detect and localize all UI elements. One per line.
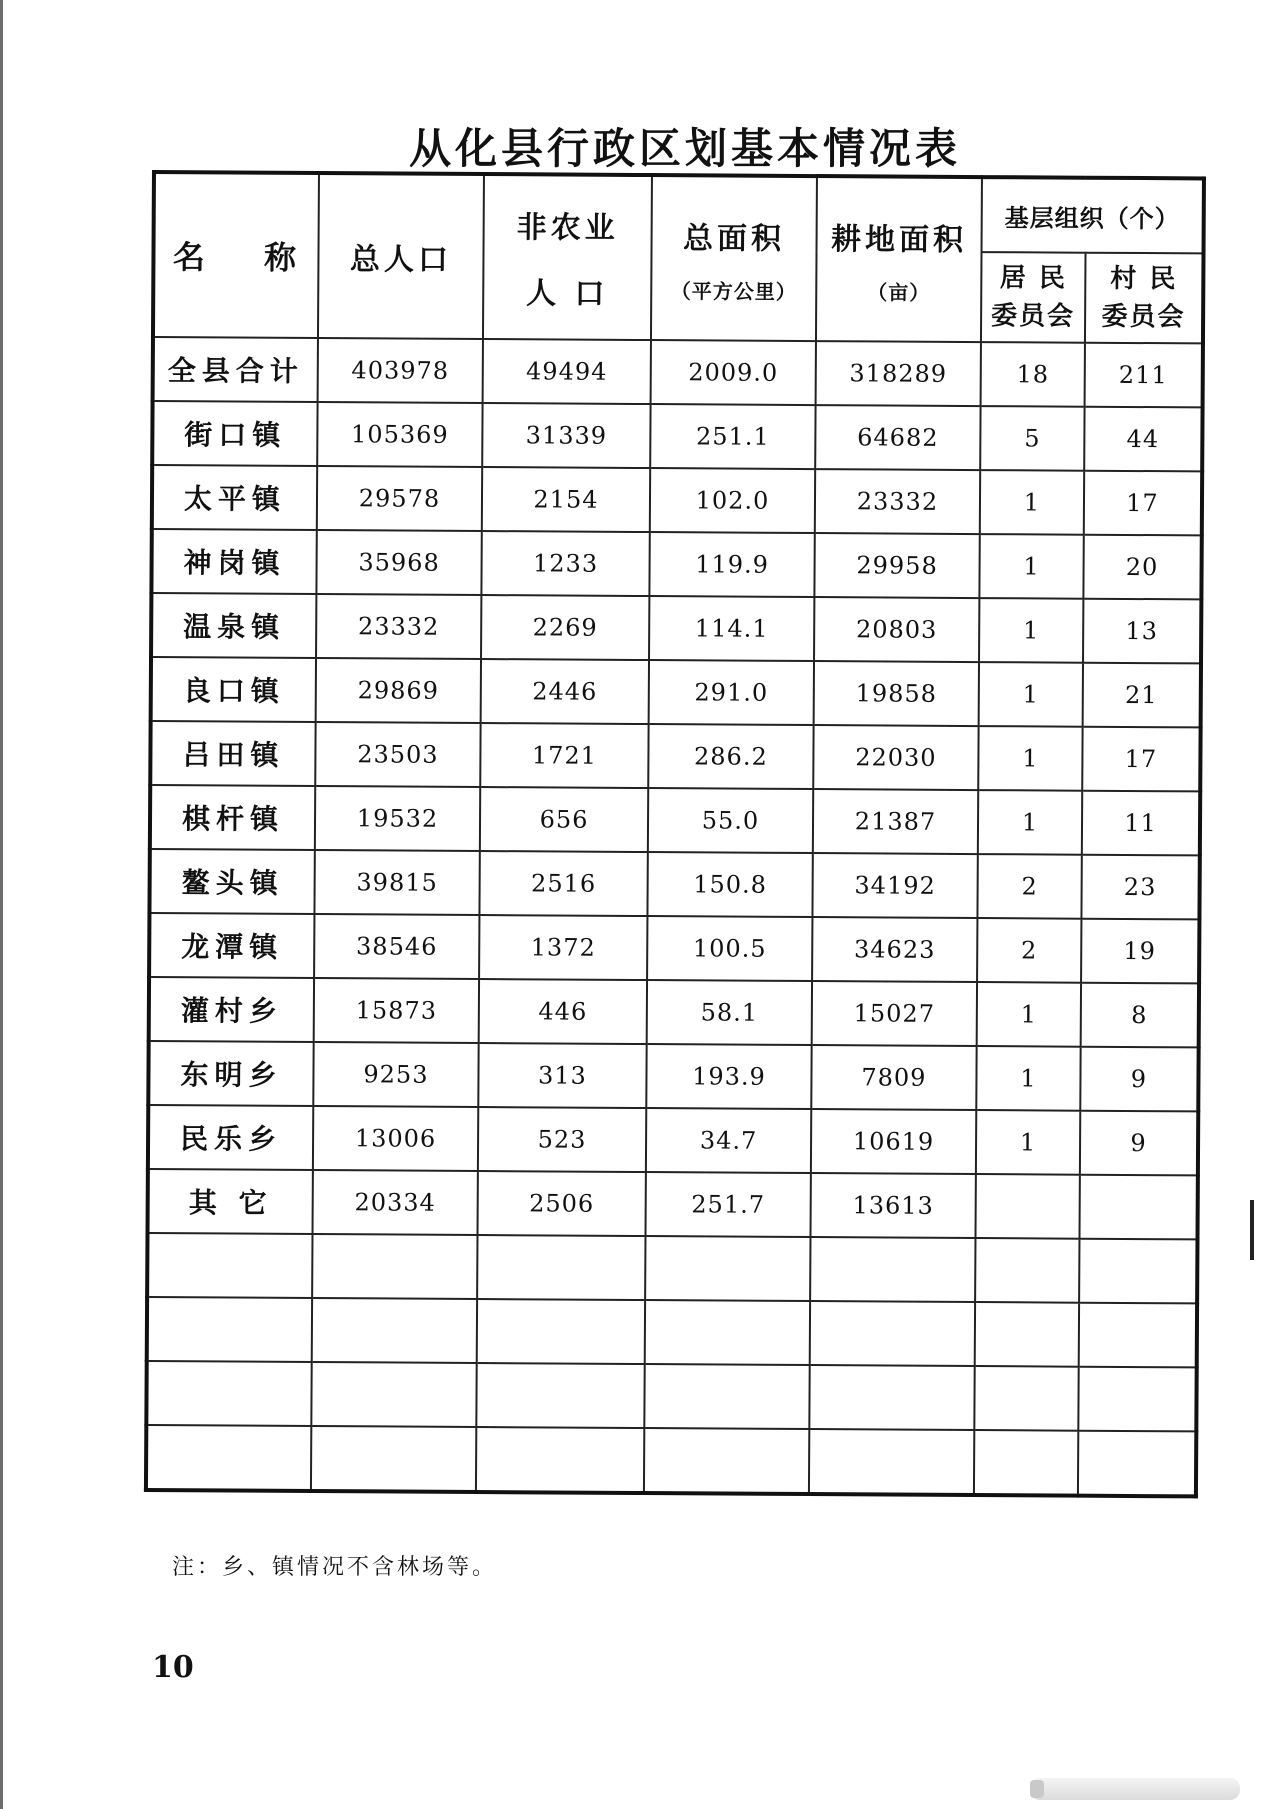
cell-total-population: 20334	[313, 1170, 478, 1235]
admin-division-table	[144, 170, 1206, 1498]
cell-villagers-committee: 11	[1082, 791, 1200, 856]
cell-total-population: 9253	[313, 1042, 478, 1107]
header-area-label: 总面积	[682, 220, 786, 257]
header-residents-committee	[981, 252, 1086, 343]
cell-farmland: 10619	[811, 1109, 976, 1174]
cell-area: 286.2	[648, 724, 813, 789]
cell-area: 100.5	[647, 916, 812, 981]
cell-non-agri-population: 1233	[481, 531, 649, 596]
empty-table-row	[146, 1361, 1196, 1431]
cell-name: 太平镇	[152, 465, 317, 530]
empty-cell	[312, 1298, 477, 1363]
cell-residents-committee: 1	[976, 1046, 1080, 1111]
empty-table-row	[147, 1297, 1197, 1367]
scroll-thumb[interactable]	[1030, 1780, 1044, 1798]
cell-area: 2009.0	[651, 340, 816, 405]
cell-farmland: 15027	[812, 981, 977, 1046]
empty-cell	[1078, 1367, 1196, 1432]
cell-villagers-committee: 44	[1084, 407, 1202, 472]
empty-cell	[810, 1237, 975, 1302]
table-row	[152, 401, 1202, 471]
header-non-agri-line2: 人 口	[525, 276, 609, 312]
empty-cell	[311, 1426, 476, 1492]
cell-name: 街口镇	[152, 401, 317, 466]
cell-area: 58.1	[647, 980, 812, 1045]
cell-name: 温泉镇	[151, 593, 316, 658]
empty-table-row	[146, 1425, 1196, 1496]
header-non-agri-line1: 非农业	[516, 210, 619, 246]
cell-farmland: 22030	[813, 725, 978, 790]
cell-non-agri-population: 656	[480, 787, 648, 852]
empty-cell	[312, 1234, 477, 1299]
header-farmland	[816, 176, 982, 342]
cell-villagers-committee	[1079, 1175, 1197, 1240]
cell-farmland: 318289	[816, 341, 981, 406]
empty-cell	[1078, 1431, 1196, 1497]
cell-total-population: 29869	[316, 658, 481, 723]
empty-cell	[477, 1299, 645, 1364]
cell-name: 神岗镇	[151, 529, 316, 594]
cell-area: 119.9	[649, 532, 814, 597]
empty-cell	[645, 1236, 810, 1301]
cell-area: 55.0	[648, 788, 813, 853]
header-area	[651, 175, 817, 341]
table-row	[148, 1169, 1198, 1239]
cell-villagers-committee: 9	[1080, 1047, 1198, 1112]
cell-residents-committee	[975, 1174, 1079, 1239]
header-non-agri-population	[483, 174, 652, 340]
header-area-unit: （平方公里）	[670, 278, 797, 304]
cell-villagers-committee: 20	[1083, 535, 1201, 600]
empty-cell	[477, 1235, 645, 1300]
cell-residents-committee: 1	[976, 1110, 1080, 1175]
cell-name: 灌村乡	[149, 977, 314, 1042]
empty-cell	[147, 1233, 312, 1298]
cell-residents-committee: 2	[977, 854, 1081, 919]
cell-non-agri-population: 49494	[483, 339, 651, 404]
cell-farmland: 19858	[814, 661, 979, 726]
cell-name: 龙潭镇	[149, 913, 314, 978]
cell-farmland: 29958	[814, 533, 979, 598]
empty-cell	[644, 1428, 809, 1494]
empty-cell	[975, 1302, 1079, 1367]
cell-name: 良口镇	[151, 657, 316, 722]
cell-total-population: 39815	[314, 850, 479, 915]
cell-non-agri-population: 1372	[479, 915, 647, 980]
cell-villagers-committee: 17	[1084, 471, 1202, 536]
table-body	[146, 337, 1203, 1496]
table-row	[149, 849, 1199, 919]
cell-villagers-committee: 23	[1081, 855, 1199, 920]
cell-residents-committee: 1	[979, 534, 1083, 599]
table-container	[144, 170, 1202, 1498]
scan-mark	[1250, 1200, 1254, 1260]
cell-total-population: 105369	[317, 402, 482, 467]
empty-cell	[974, 1366, 1078, 1431]
empty-cell	[1079, 1303, 1197, 1368]
page-number: 10	[152, 1650, 194, 1685]
cell-farmland: 13613	[810, 1173, 975, 1238]
header-villagers-line1: 村 民	[1110, 263, 1178, 295]
cell-total-population: 23332	[316, 594, 481, 659]
empty-cell	[810, 1301, 975, 1366]
cell-name: 全县合计	[153, 337, 318, 402]
cell-non-agri-population: 2516	[479, 851, 647, 916]
cell-non-agri-population: 2154	[482, 467, 650, 532]
header-total-population: 总人口	[318, 173, 484, 339]
cell-non-agri-population: 523	[478, 1107, 646, 1172]
cell-villagers-committee: 211	[1085, 343, 1203, 408]
cell-villagers-committee: 9	[1080, 1111, 1198, 1176]
cell-farmland: 23332	[815, 469, 980, 534]
header-farmland-label: 耕地面积	[830, 221, 968, 258]
cell-villagers-committee: 21	[1083, 663, 1201, 728]
table-row	[152, 465, 1202, 535]
cell-residents-committee: 1	[979, 598, 1083, 663]
empty-table-row	[147, 1233, 1197, 1303]
cell-villagers-committee: 8	[1081, 983, 1199, 1048]
cell-farmland: 34623	[812, 917, 977, 982]
empty-cell	[146, 1361, 311, 1426]
cell-non-agri-population: 313	[478, 1043, 646, 1108]
cell-residents-committee: 2	[977, 918, 1081, 983]
header-residents-line1: 居 民	[999, 263, 1067, 294]
cell-area: 193.9	[646, 1044, 811, 1109]
empty-cell	[476, 1427, 644, 1493]
cell-area: 34.7	[646, 1108, 811, 1173]
cell-total-population: 38546	[314, 914, 479, 979]
table-row	[150, 721, 1200, 791]
header-row-1	[154, 172, 1204, 253]
empty-cell	[146, 1425, 311, 1491]
cell-total-population: 29578	[317, 466, 482, 531]
table-row	[151, 529, 1201, 599]
empty-cell	[809, 1365, 974, 1430]
table-row	[150, 785, 1200, 855]
header-farmland-unit: （亩）	[867, 279, 931, 305]
cell-total-population: 35968	[316, 530, 481, 595]
scrollbar[interactable]	[1030, 1778, 1240, 1800]
empty-cell	[644, 1364, 809, 1429]
cell-non-agri-population: 2446	[481, 659, 649, 724]
header-name: 名 称	[153, 172, 319, 338]
cell-name: 东明乡	[148, 1041, 313, 1106]
cell-non-agri-population: 31339	[482, 403, 650, 468]
cell-area: 150.8	[647, 852, 812, 917]
cell-area: 251.1	[650, 404, 815, 469]
cell-residents-committee: 1	[980, 470, 1084, 535]
cell-name: 其 它	[148, 1169, 313, 1234]
cell-residents-committee: 1	[977, 982, 1081, 1047]
page-title: 从化县行政区划基本情况表	[408, 124, 961, 174]
cell-name: 棋杆镇	[150, 785, 315, 850]
empty-cell	[975, 1238, 1079, 1303]
cell-villagers-committee: 17	[1082, 727, 1200, 792]
cell-name: 民乐乡	[148, 1105, 313, 1170]
cell-residents-committee: 18	[981, 342, 1085, 407]
empty-cell	[974, 1430, 1078, 1496]
table-row	[153, 337, 1203, 407]
page-edge	[0, 0, 3, 1809]
cell-area: 251.7	[645, 1172, 810, 1237]
empty-cell	[1079, 1239, 1197, 1304]
cell-non-agri-population: 1721	[480, 723, 648, 788]
table-row	[151, 593, 1201, 663]
cell-total-population: 403978	[318, 338, 483, 403]
cell-residents-committee: 5	[980, 406, 1084, 471]
table-row	[149, 913, 1199, 983]
table-row	[149, 977, 1199, 1047]
cell-farmland: 7809	[811, 1045, 976, 1110]
header-villagers-committee	[1085, 253, 1204, 344]
cell-non-agri-population: 2506	[478, 1171, 646, 1236]
header-grassroots: 基层组织（个）	[982, 177, 1204, 253]
cell-farmland: 64682	[815, 405, 980, 470]
cell-total-population: 15873	[314, 978, 479, 1043]
cell-total-population: 23503	[315, 722, 480, 787]
cell-non-agri-population: 2269	[481, 595, 649, 660]
cell-residents-committee: 1	[978, 726, 1082, 791]
empty-cell	[809, 1429, 974, 1495]
empty-cell	[311, 1362, 476, 1427]
cell-total-population: 13006	[313, 1106, 478, 1171]
footnote: 注：乡、镇情况不含林场等。	[172, 1555, 498, 1580]
cell-name: 吕田镇	[150, 721, 315, 786]
cell-residents-committee: 1	[979, 662, 1083, 727]
cell-area: 291.0	[649, 660, 814, 725]
cell-total-population: 19532	[315, 786, 480, 851]
cell-farmland: 20803	[814, 597, 979, 662]
cell-villagers-committee: 13	[1083, 599, 1201, 664]
cell-area: 114.1	[649, 596, 814, 661]
table-row	[148, 1041, 1198, 1111]
cell-farmland: 21387	[813, 789, 978, 854]
cell-farmland: 34192	[812, 853, 977, 918]
empty-cell	[645, 1300, 810, 1365]
header-villagers-line2: 委员会	[1101, 301, 1186, 333]
table-row	[151, 657, 1201, 727]
empty-cell	[147, 1297, 312, 1362]
cell-non-agri-population: 446	[479, 979, 647, 1044]
cell-area: 102.0	[650, 468, 815, 533]
cell-villagers-committee: 19	[1081, 919, 1199, 984]
empty-cell	[476, 1363, 644, 1428]
cell-name: 鳌头镇	[149, 849, 314, 914]
cell-residents-committee: 1	[978, 790, 1082, 855]
table-row	[148, 1105, 1198, 1175]
header-residents-line2: 委员会	[991, 301, 1076, 332]
